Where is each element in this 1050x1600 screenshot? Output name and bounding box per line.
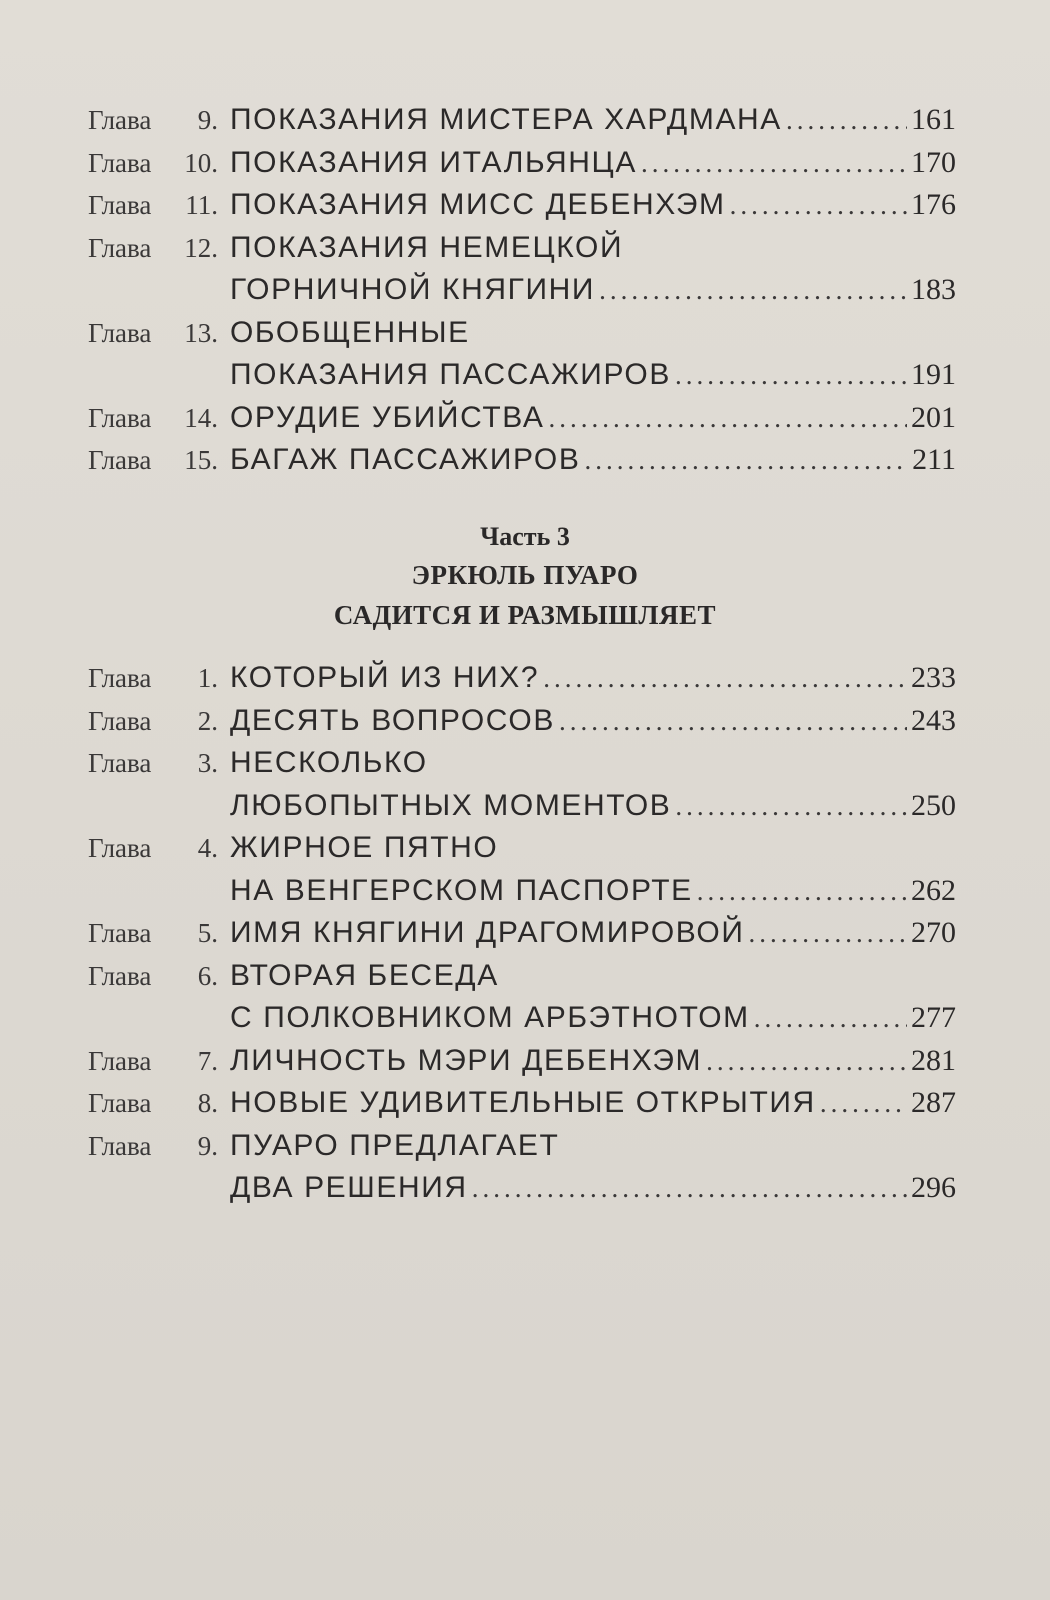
toc-entry[interactable] (88, 184, 956, 227)
dot-leader (472, 1167, 907, 1210)
chapter-prefix: Глава (88, 105, 152, 135)
chapter-number: 12. (184, 232, 218, 263)
chapter-prefix: Глава (88, 705, 152, 736)
chapter-title: ДВА РЕШЕНИЯ (230, 1171, 468, 1204)
page-number: 233 (911, 661, 956, 694)
toc-entry[interactable] (88, 439, 956, 482)
toc-entry[interactable] (88, 1125, 956, 1210)
chapter-title: ПОКАЗАНИЯ МИСТЕРА ХАРДМАНА (230, 103, 782, 136)
chapter-label (88, 912, 230, 955)
chapter-title: ПОКАЗАНИЯ ИТАЛЬЯНЦА (230, 145, 637, 179)
chapter-prefix: Глава (88, 663, 152, 693)
chapter-prefix: Глава (88, 402, 152, 433)
page-number: 176 (911, 188, 956, 221)
toc-entry[interactable] (88, 397, 956, 440)
chapter-title: С ПОЛКОВНИКОМ АРБЭТНОТОМ (230, 1001, 750, 1034)
chapter-number: 5. (197, 918, 218, 948)
dot-leader (754, 997, 907, 1040)
chapter-number: 10. (184, 147, 218, 178)
chapter-title: ЛИЧНОСТЬ МЭРИ ДЕБЕНХЭМ (230, 1043, 703, 1077)
toc-entry[interactable] (88, 1040, 956, 1083)
toc-entry-line (88, 142, 956, 185)
dot-leader (584, 439, 908, 482)
page-number: 287 (911, 1086, 956, 1119)
chapter-title: ЛЮБОПЫТНЫХ МОМЕНТОВ (230, 788, 672, 822)
toc-entry[interactable] (88, 955, 956, 1040)
chapter-title: ЖИРНОЕ ПЯТНО (230, 831, 499, 864)
chapter-label (88, 184, 230, 227)
toc-entry-line (88, 99, 956, 142)
chapter-title: БАГАЖ ПАССАЖИРОВ (230, 443, 581, 476)
toc-entry-line (88, 742, 956, 785)
toc-entry-line (88, 827, 956, 870)
toc-entry-line (88, 269, 956, 312)
chapter-label (88, 700, 230, 743)
toc-entry[interactable] (88, 657, 956, 700)
chapter-title: ПОКАЗАНИЯ МИСС ДЕБЕНХЭМ (230, 188, 726, 221)
page-number: 262 (911, 873, 956, 907)
chapter-title: ПУАРО ПРЕДЛАГАЕТ (230, 1128, 560, 1162)
part-title-line1: ЭРКЮЛЬ ПУАРО (411, 560, 639, 590)
chapter-label (88, 142, 230, 185)
chapter-number: 8. (197, 1088, 218, 1118)
chapter-label (88, 439, 230, 482)
chapter-label (88, 227, 230, 270)
chapter-number: 1. (197, 663, 218, 693)
chapter-label (88, 657, 230, 700)
dot-leader (749, 912, 907, 955)
toc-entry-line (88, 955, 956, 998)
chapter-title: ПОКАЗАНИЯ НЕМЕЦКОЙ (230, 230, 624, 264)
toc-entry[interactable] (88, 700, 956, 743)
toc-entry-line (88, 227, 956, 270)
dot-leader (543, 657, 907, 700)
chapter-title: КОТОРЫЙ ИЗ НИХ? (230, 661, 540, 694)
chapter-title: ПОКАЗАНИЯ ПАССАЖИРОВ (230, 358, 671, 391)
toc-entry[interactable] (88, 742, 956, 827)
part-title-line2: САДИТСЯ И РАЗМЫШЛЯЕТ (333, 600, 717, 630)
chapter-prefix: Глава (88, 960, 152, 991)
chapter-title: ВТОРАЯ БЕСЕДА (230, 958, 499, 992)
page-number: 161 (911, 103, 956, 136)
toc-entry-line (88, 1167, 956, 1210)
chapter-label (88, 312, 230, 355)
toc-entry-line (88, 870, 956, 913)
toc-entry[interactable] (88, 1082, 956, 1125)
chapter-prefix: Глава (88, 833, 152, 863)
chapter-label (88, 397, 230, 440)
toc-entry-line (88, 184, 956, 227)
toc-entry-line (88, 1040, 956, 1083)
chapter-label (88, 1082, 230, 1125)
chapter-prefix: Глава (88, 1045, 152, 1076)
chapter-prefix: Глава (88, 445, 152, 475)
chapter-title: НА ВЕНГЕРСКОМ ПАСПОРТЕ (230, 873, 693, 907)
chapter-number: 15. (184, 445, 218, 475)
toc-entry[interactable] (88, 827, 956, 912)
dot-leader (641, 142, 907, 185)
page-number: 191 (911, 358, 956, 391)
chapter-label (88, 827, 230, 870)
chapter-label (88, 955, 230, 998)
chapter-title: ОРУДИЕ УБИЙСТВА (230, 400, 545, 434)
chapter-label (88, 1125, 230, 1168)
chapter-label (88, 742, 230, 785)
dot-leader (820, 1082, 907, 1125)
page-number: 296 (911, 1171, 956, 1204)
chapter-number: 9. (197, 1130, 218, 1161)
page-number: 170 (911, 145, 956, 179)
toc-entry-line (88, 657, 956, 700)
chapter-title: НОВЫЕ УДИВИТЕЛЬНЫЕ ОТКРЫТИЯ (230, 1086, 816, 1119)
chapter-prefix: Глава (88, 317, 152, 348)
chapter-number: 2. (197, 705, 218, 736)
page-number: 243 (911, 703, 956, 737)
page-number: 250 (911, 788, 956, 822)
toc-part3-list (88, 657, 956, 1210)
page-number: 270 (911, 916, 956, 949)
page-number: 281 (911, 1043, 956, 1077)
chapter-prefix: Глава (88, 190, 152, 220)
part-label: Часть 3 (480, 522, 570, 551)
dot-leader (549, 397, 907, 440)
dot-leader (706, 1040, 907, 1083)
page-number: 183 (911, 273, 956, 306)
chapter-prefix: Глава (88, 232, 152, 263)
toc-entry[interactable] (88, 99, 956, 142)
chapter-label (88, 1040, 230, 1083)
toc-entry-line (88, 912, 956, 955)
toc-entry-line (88, 1082, 956, 1125)
page-number: 201 (911, 400, 956, 434)
toc-entry-line (88, 997, 956, 1040)
page-number: 211 (912, 443, 956, 476)
chapter-number: 6. (197, 960, 218, 991)
dot-leader (730, 184, 907, 227)
toc-entry[interactable] (88, 912, 956, 955)
chapter-prefix: Глава (88, 918, 152, 948)
chapter-number: 14. (184, 402, 218, 433)
toc-entry[interactable] (88, 227, 956, 312)
chapter-prefix: Глава (88, 1130, 152, 1161)
dot-leader (599, 269, 907, 312)
chapter-title: НЕСКОЛЬКО (230, 746, 428, 779)
page-number: 277 (911, 1001, 956, 1034)
dot-leader (697, 870, 907, 913)
toc-part2-list (88, 99, 956, 482)
chapter-label (88, 99, 230, 142)
chapter-number: 7. (197, 1045, 218, 1076)
toc-entry[interactable] (88, 312, 956, 397)
chapter-number: 11. (185, 190, 218, 220)
chapter-number: 9. (197, 105, 218, 135)
chapter-title: ИМЯ КНЯГИНИ ДРАГОМИРОВОЙ (230, 916, 745, 949)
toc-entry-line (88, 312, 956, 355)
chapter-prefix: Глава (88, 1088, 152, 1118)
chapter-title: ДЕСЯТЬ ВОПРОСОВ (230, 703, 555, 737)
chapter-prefix: Глава (88, 748, 152, 778)
toc-entry-line (88, 1125, 956, 1168)
dot-leader (786, 99, 907, 142)
chapter-title: ГОРНИЧНОЙ КНЯГИНИ (230, 273, 596, 306)
toc-entry[interactable] (88, 142, 956, 185)
dot-leader (559, 700, 907, 743)
toc-entry-line (88, 354, 956, 397)
chapter-number: 13. (184, 317, 218, 348)
chapter-number: 3. (197, 748, 218, 778)
chapter-title: ОБОБЩЕННЫЕ (230, 315, 470, 349)
toc-entry-line (88, 397, 956, 440)
dot-leader (675, 785, 907, 828)
toc-entry-line (88, 439, 956, 482)
chapter-number: 4. (197, 833, 218, 863)
toc-entry-line (88, 785, 956, 828)
chapter-prefix: Глава (88, 147, 152, 178)
dot-leader (675, 354, 907, 397)
toc-entry-line (88, 700, 956, 743)
